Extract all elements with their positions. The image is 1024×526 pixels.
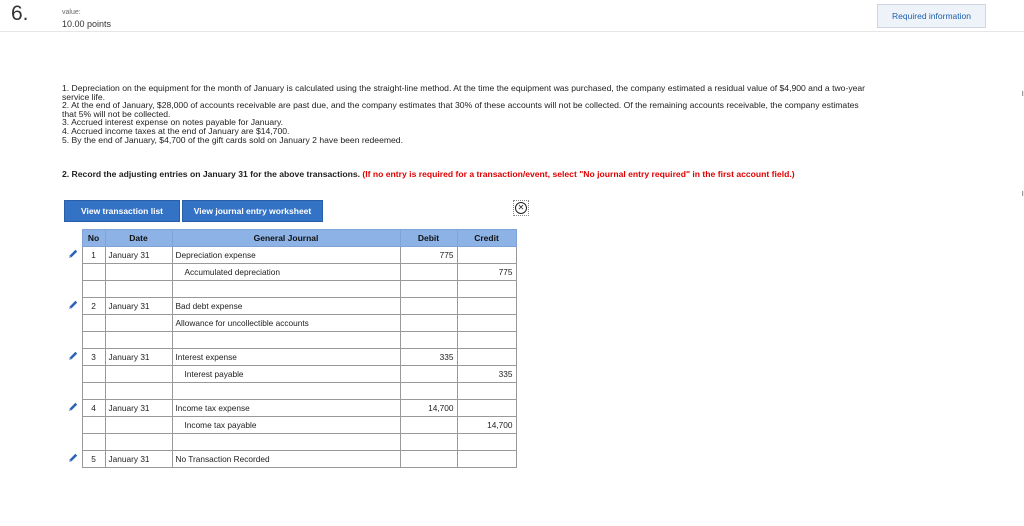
entry-date: January 31 [105, 349, 172, 366]
credit-cell[interactable] [457, 247, 516, 264]
journal-blank-row [64, 434, 516, 451]
header-divider [0, 31, 1024, 32]
row-spacer [64, 383, 82, 400]
journal-row [64, 315, 516, 332]
problem-text [62, 84, 1007, 144]
blank-cell[interactable] [400, 434, 457, 451]
journal-blank-row [64, 383, 516, 400]
row-spacer [64, 315, 82, 332]
entry-date-empty [105, 417, 172, 434]
debit-cell[interactable]: 14,700 [400, 400, 457, 417]
blank-cell[interactable] [457, 332, 516, 349]
account-cell[interactable]: Depreciation expense [172, 247, 400, 264]
blank-cell[interactable] [172, 281, 400, 298]
entry-date: January 31 [105, 247, 172, 264]
entry-number: 5 [82, 451, 105, 468]
credit-cell[interactable] [457, 315, 516, 332]
view-journal-entry-worksheet-button[interactable]: View journal entry worksheet [182, 200, 323, 222]
question-number: 6. [11, 2, 29, 25]
entry-date: January 31 [105, 451, 172, 468]
instruction-note: (If no entry is required for a transaction/event, select "No journal entry required" in the first account field.) [362, 169, 795, 179]
problem-line: 2. At the end of January, $28,000 of accounts receivable are past due, and the company estimates that 30% of these accounts will not be collected. Of the remaining accounts receivable, the company estimates [62, 100, 859, 111]
journal-blank-row [64, 332, 516, 349]
entry-number: 3 [82, 349, 105, 366]
blank-cell[interactable] [400, 281, 457, 298]
account-cell[interactable]: Allowance for uncollectible accounts [172, 315, 400, 332]
journal-row [64, 247, 516, 264]
credit-cell[interactable] [457, 451, 516, 468]
credit-cell[interactable]: 775 [457, 264, 516, 281]
header-credit: Credit [457, 230, 516, 247]
blank-cell[interactable] [457, 281, 516, 298]
blank-cell [105, 332, 172, 349]
entry-number-empty [82, 264, 105, 281]
account-cell[interactable]: Accumulated depreciation [172, 264, 400, 281]
account-cell[interactable]: Income tax expense [172, 400, 400, 417]
row-spacer [64, 417, 82, 434]
journal-row [64, 400, 516, 417]
blank-cell[interactable] [457, 434, 516, 451]
journal-blank-row [64, 281, 516, 298]
edge-glyph: ı [1021, 188, 1024, 198]
entry-number: 2 [82, 298, 105, 315]
row-spacer [64, 434, 82, 451]
account-cell[interactable]: Bad debt expense [172, 298, 400, 315]
problem-line: 3. Accrued interest expense on notes payable for January. [62, 117, 284, 128]
journal-row [64, 264, 516, 281]
problem-line: 1. Depreciation on the equipment for the month of January is calculated using the straight-line method. At the time the equipment was purchased, the company estimated a residual value of $4,900 and a two-year [62, 83, 866, 93]
edit-entry-button[interactable] [64, 400, 82, 417]
account-cell[interactable]: Interest payable [172, 366, 400, 383]
journal-header-row [64, 230, 516, 247]
view-transaction-list-button[interactable]: View transaction list [64, 200, 180, 222]
debit-cell[interactable]: 335 [400, 349, 457, 366]
row-spacer [64, 332, 82, 349]
row-spacer [64, 281, 82, 298]
debit-cell[interactable] [400, 264, 457, 281]
debit-cell[interactable] [400, 298, 457, 315]
problem-line: 4. Accrued income taxes at the end of January are $14,700. [62, 125, 290, 136]
entry-date-empty [105, 366, 172, 383]
debit-cell[interactable]: 775 [400, 247, 457, 264]
credit-cell[interactable] [457, 400, 516, 417]
blank-cell[interactable] [172, 383, 400, 400]
account-cell[interactable]: No Transaction Recorded [172, 451, 400, 468]
debit-cell[interactable] [400, 451, 457, 468]
entry-number-empty [82, 417, 105, 434]
credit-cell[interactable]: 14,700 [457, 417, 516, 434]
journal-row [64, 349, 516, 366]
entry-date: January 31 [105, 400, 172, 417]
entry-number-empty [82, 366, 105, 383]
account-cell[interactable]: Income tax payable [172, 417, 400, 434]
blank-cell [82, 332, 105, 349]
journal-row [64, 366, 516, 383]
blank-cell [105, 434, 172, 451]
header-no: No [82, 230, 105, 247]
blank-cell[interactable] [457, 383, 516, 400]
problem-line: that 5% will not be collected. [62, 108, 171, 119]
blank-cell [82, 281, 105, 298]
blank-cell [82, 434, 105, 451]
header-date: Date [105, 230, 172, 247]
credit-cell[interactable]: 335 [457, 366, 516, 383]
blank-cell[interactable] [400, 332, 457, 349]
blank-cell [105, 383, 172, 400]
edit-entry-button[interactable] [64, 247, 82, 264]
credit-cell[interactable] [457, 298, 516, 315]
entry-number-empty [82, 315, 105, 332]
blank-cell[interactable] [172, 434, 400, 451]
pencil-icon [67, 303, 79, 313]
header-spacer [64, 230, 82, 247]
points-value: 10.00 points [62, 19, 112, 29]
pencil-icon [67, 456, 79, 466]
edge-glyph: ı [1021, 88, 1024, 98]
journal-table [64, 229, 517, 468]
problem-line: service life. [62, 91, 105, 102]
close-button[interactable] [513, 200, 529, 216]
instruction [62, 169, 795, 179]
journal-row [64, 451, 516, 468]
value-label: value: [62, 9, 81, 16]
entry-number: 4 [82, 400, 105, 417]
header-account: General Journal [172, 230, 400, 247]
account-cell[interactable]: Interest expense [172, 349, 400, 366]
row-spacer [64, 264, 82, 281]
entry-date-empty [105, 315, 172, 332]
edit-entry-button[interactable] [64, 298, 82, 315]
edit-entry-button[interactable] [64, 349, 82, 366]
blank-cell[interactable] [172, 332, 400, 349]
entry-number: 1 [82, 247, 105, 264]
blank-cell[interactable] [400, 383, 457, 400]
header-debit: Debit [400, 230, 457, 247]
edit-entry-button[interactable] [64, 451, 82, 468]
entry-date-empty [105, 264, 172, 281]
debit-cell[interactable] [400, 315, 457, 332]
required-information-button[interactable]: Required information [877, 4, 986, 28]
pencil-icon [67, 405, 79, 415]
problem-line: 5. By the end of January, $4,700 of the gift cards sold on January 2 have been redeemed. [62, 134, 403, 145]
instruction-text: 2. Record the adjusting entries on January 31 for the above transactions. [62, 169, 360, 179]
pencil-icon [67, 252, 79, 262]
pencil-icon [67, 354, 79, 364]
journal-row [64, 298, 516, 315]
debit-cell[interactable] [400, 366, 457, 383]
blank-cell [105, 281, 172, 298]
journal-row [64, 417, 516, 434]
credit-cell[interactable] [457, 349, 516, 366]
entry-date: January 31 [105, 298, 172, 315]
row-spacer [64, 366, 82, 383]
blank-cell [82, 383, 105, 400]
debit-cell[interactable] [400, 417, 457, 434]
close-icon: ✕ [515, 202, 527, 214]
